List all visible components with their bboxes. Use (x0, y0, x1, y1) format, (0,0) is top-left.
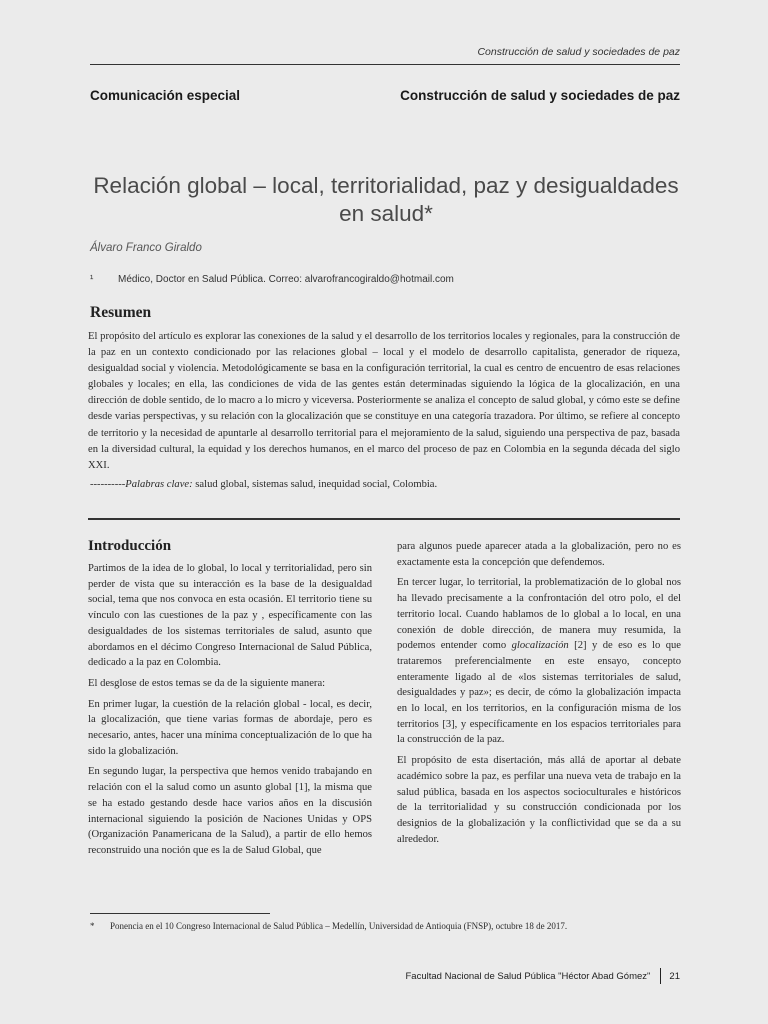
body-paragraph: En segundo lugar, la perspectiva que hemos venido trabajando en relación con el la salud como un asunto global [1], la misma que se ha estado gestando desde hace varios años en la discusión internacional siguiendo la posición de Naciones Unidas y OPS (Organización Panamericana de la Salud), a partir de ello hemos reconstruido una noción que es la de Salud Global, que (88, 766, 372, 856)
footnote-mark: * (90, 921, 95, 931)
keywords-prefix: ---------- (90, 479, 126, 490)
footnote (90, 921, 567, 931)
abstract-text: El propósito del artículo es explorar las conexiones de la salud y el desarrollo de los territorios locales y regionales, para la construcción de la paz en un contexto condicionado por las relaciones global – local y el modelo de desarrollo capitalista, generador de riqueza, desigualdad social y violencia. Metodológicamente se basa en la configuración territorial, la cual es centro de encuentro de esas relaciones globales y locales; en ella, las condiciones de vida de las gentes están determinadas siguiendo la lógica de la glocalización, en una dirección de doble sentido, de lo macro a lo micro y viceversa. Posteriormente se analiza el concepto de salud global, y cómo este se define desde varias perspectivas, y su relación con la glocalización que se constituye en una categoría trazadora. Por último, se refiere al concepto de territorio y la necesidad de apuntarle al desarrollo territorial para el mejoramiento de la salud, siguiendo una perspectiva de paz, basada en la diversidad cultural, la equidad y los derechos humanos, en el marco del proceso de paz en Colombia en la segunda década del siglo XXI. (88, 331, 680, 471)
running-head-rule (90, 64, 680, 65)
glocalizacion-term: glocalización (511, 640, 569, 652)
article-title: Relación global – local, territorialidad, paz y desigualdades en salud* (93, 173, 679, 226)
footnote-text: Ponencia en el 10 Congreso Internacional de Salud Pública – Medellín, Universidad de Antioquia (FNSP), octubre 18 de 2017. (110, 921, 568, 931)
body-paragraph: para algunos puede aparecer atada a la globalización, pero no es exactamente esta la concepción que defendemos. (397, 541, 681, 568)
author-affiliation (90, 274, 454, 285)
body-paragraph: El desglose de estos temas se da de la siguiente manera: (88, 677, 326, 689)
abstract-heading: Resumen (90, 304, 152, 321)
body-paragraph: Partimos de la idea de lo global, lo local y territorialidad, pero sin perder de vista que su interacción es la base de la desigualdad social, tema que nos convoca en esta ocasión. El territorio tiene su vínculo con las cuestiones de la paz y , específicamente con las desigualdades de los sistemas territoriales de salud, asunto que abordamos en el décimo Congreso Internacional de Salud Pública, dedicado a la paz en Colombia. (88, 563, 372, 669)
keywords-list: salud global, sistemas salud, inequidad social, Colombia. (192, 479, 438, 490)
body-paragraph: En primer lugar, la cuestión de la relación global - local, es decir, la glocalización, que tiene varias formas de abordaje, pero es necesario, antes, hacer una mínima conceptualización de lo que ha sido la globalización. (88, 698, 372, 757)
affiliation-text: Médico, Doctor en Salud Pública. Correo: alvarofrancogiraldo@hotmail.com (118, 274, 454, 285)
keywords-label: Palabras clave: (125, 479, 193, 490)
paragraph-text: En tercer lugar, lo territorial, la problematización de lo global nos ha llevado precisamente a la confrontación del otro polo, el del territorio local. Cuando hablamos de lo global a lo local, en una conexión de doble dirección, de manera muy resumida, la podemos entender como (397, 577, 681, 652)
section-title: Construcción de salud y sociedades de paz (400, 88, 680, 103)
intro-heading: Introducción (88, 538, 172, 554)
page-footer (406, 968, 681, 984)
footnote-rule (90, 913, 270, 914)
section-label: Comunicación especial (90, 88, 241, 103)
footer-separator (660, 968, 661, 984)
paragraph-text: [2] y de eso es lo que trataremos preferencialmente en este ensayo, concepto enteramente ligado al de «los sistemas territoriales de salud, desigualdades y paz»; es decir, de cómo la globalización impacta en lo local, en los territorios, en la configuración misma de los territorios [3], y específicamente en los espacios territoriales para la construcción de la paz. (397, 640, 682, 746)
body-column-left (88, 537, 372, 864)
body-column-right (397, 539, 681, 852)
body-paragraph (397, 575, 681, 748)
section-divider (88, 518, 680, 520)
body-paragraph: El propósito de esta disertación, más allá de aportar al debate académico sobre la paz, es perfilar una nueva veta de trabajo en la salud pública, basada en los aspectos socioculturales e históricos de la territorialidad y su construcción condicionada por los designios de la globalización y la conflictividad que se da a su alrededor. (397, 755, 681, 845)
affiliation-mark: ¹ (90, 274, 94, 285)
page-number: 21 (669, 970, 680, 982)
keywords (90, 479, 437, 490)
author-name: Álvaro Franco Giraldo (90, 242, 202, 254)
running-head: Construcción de salud y sociedades de paz (477, 46, 680, 58)
footer-institution: Facultad Nacional de Salud Pública "Héctor Abad Gómez" (405, 970, 651, 982)
